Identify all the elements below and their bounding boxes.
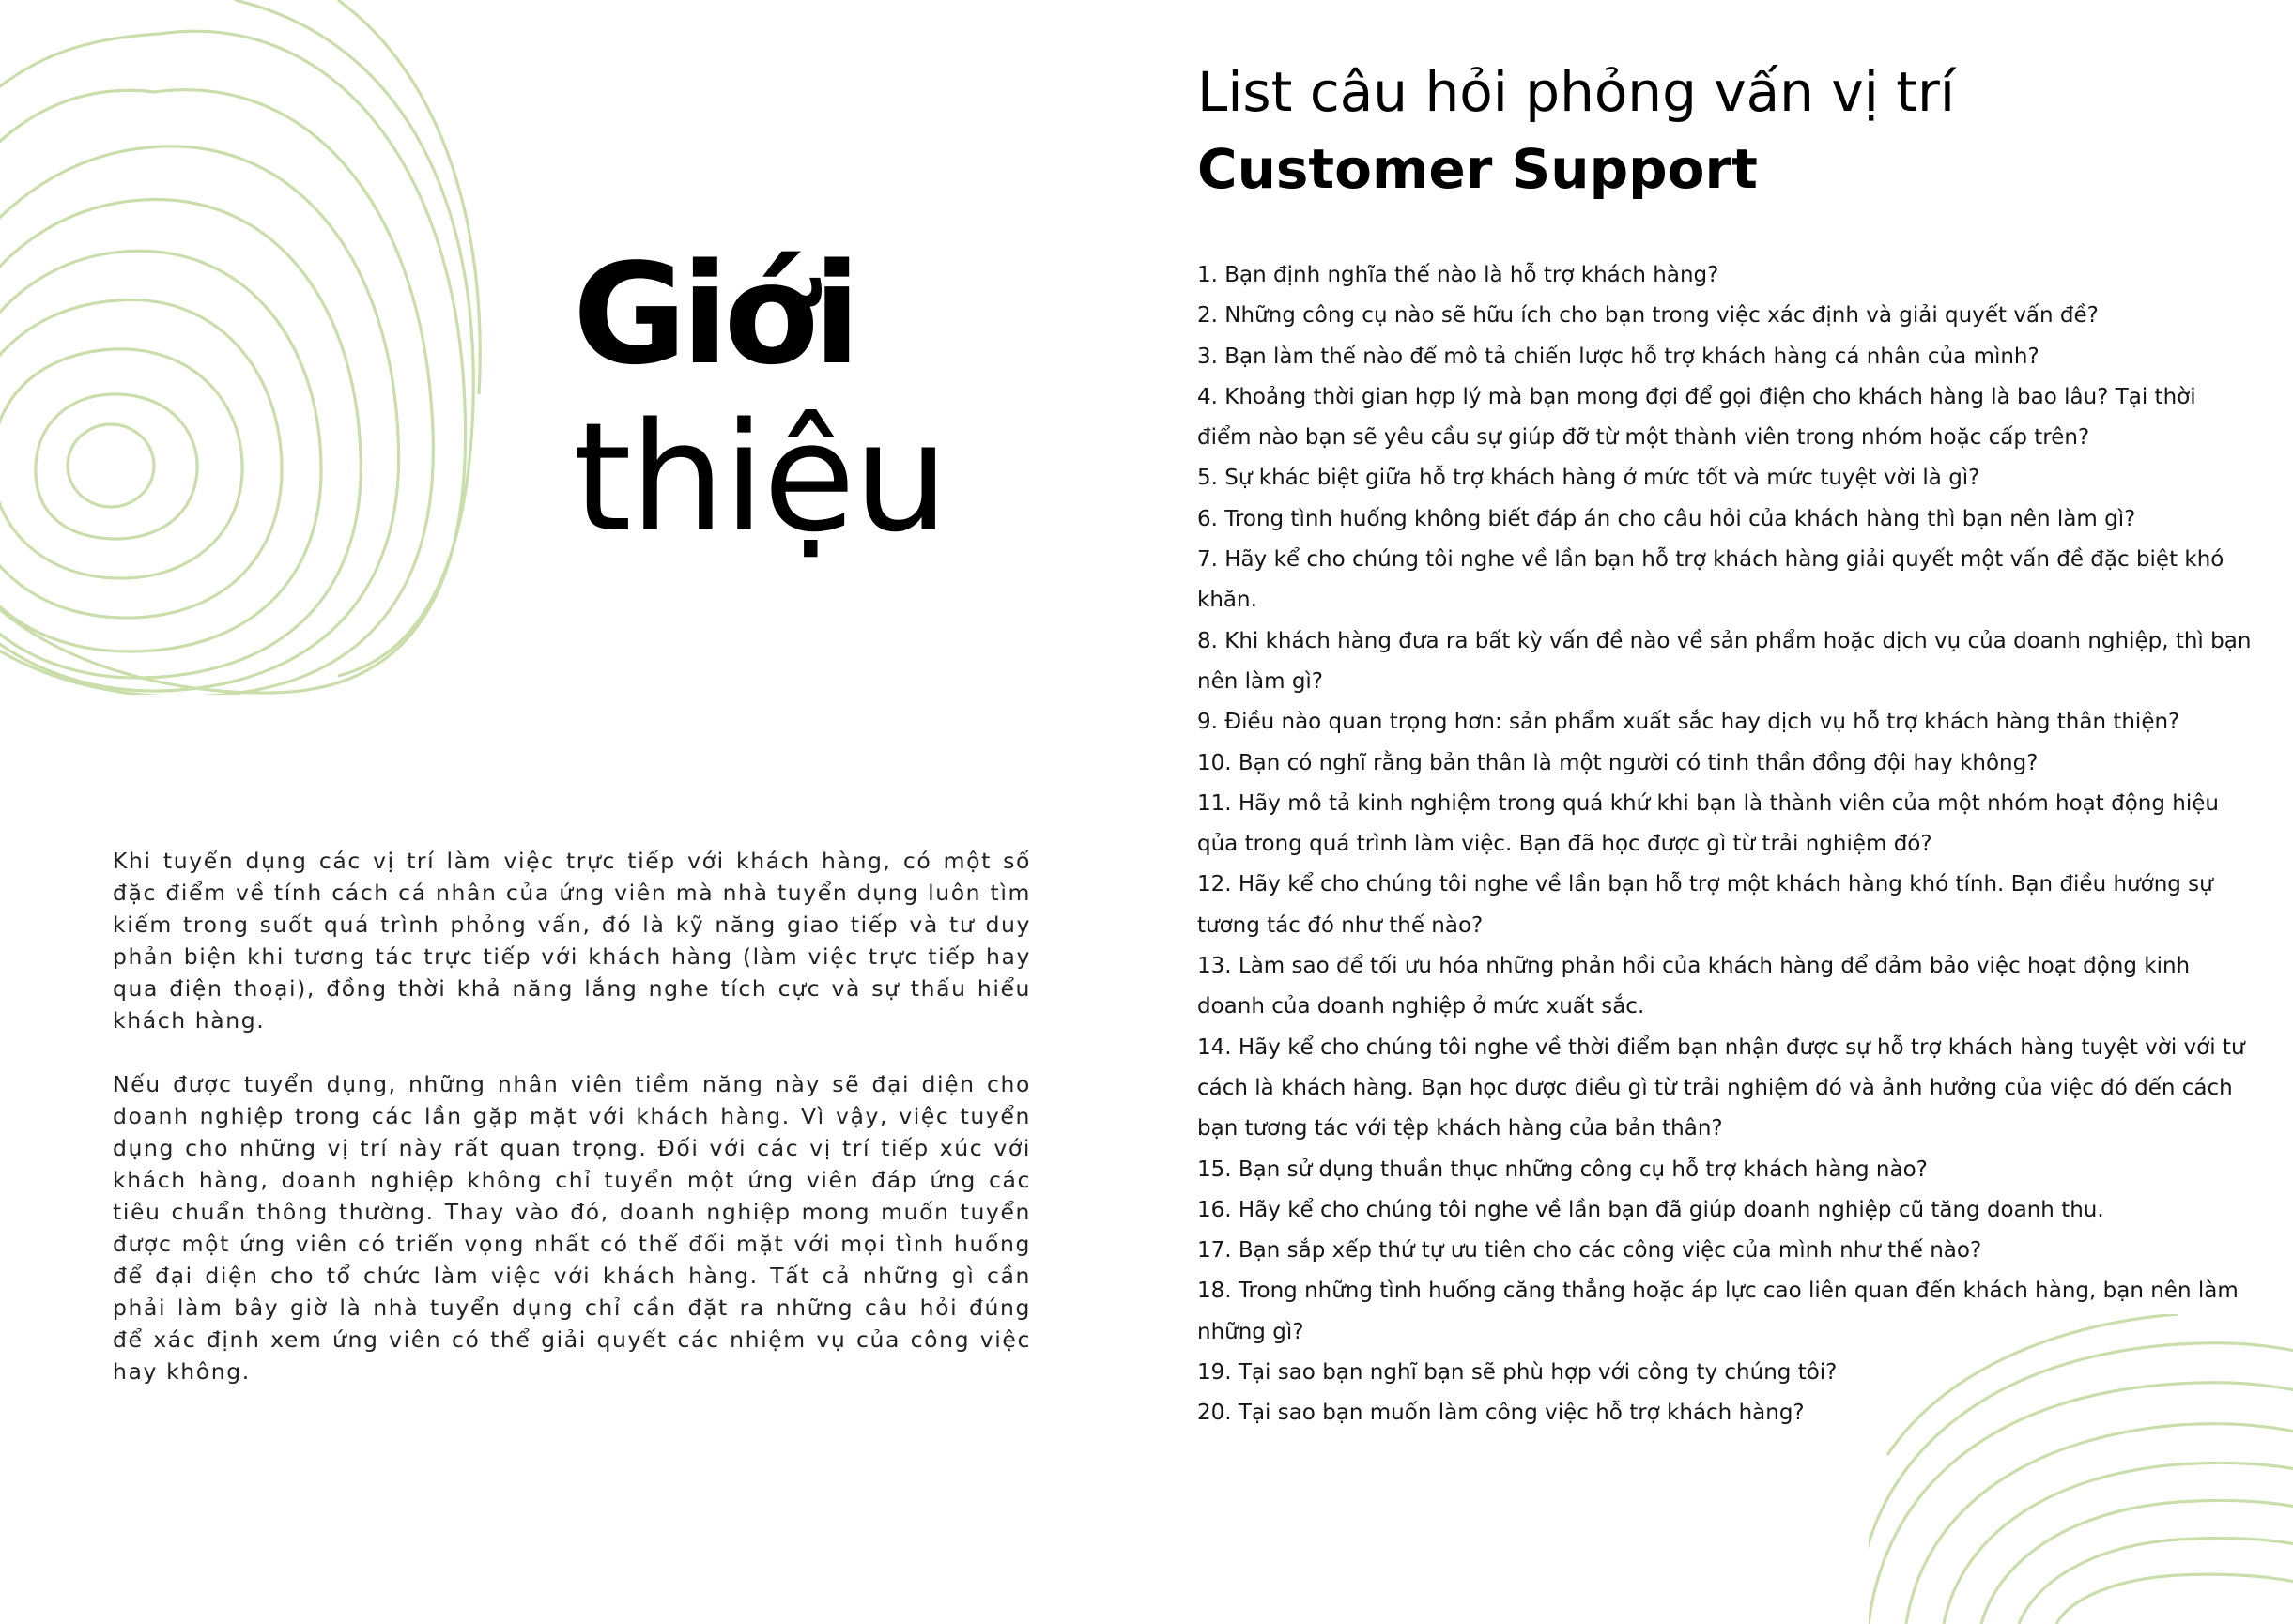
- question-item: 1. Bạn định nghĩa thế nào là hỗ trợ khách hàng?: [1197, 263, 1719, 287]
- question-list-title-line-2: Customer Support: [1197, 137, 1758, 201]
- contour-lines-decoration-top-left: [0, 0, 488, 695]
- intro-heading: [573, 235, 1061, 567]
- question-item: 19. Tại sao bạn nghĩ bạn sẽ phù hợp với công ty chúng tôi?: [1197, 1360, 1838, 1386]
- question-list-title-line-1: List câu hỏi phỏng vấn vị trí: [1197, 60, 1955, 124]
- question-item: 7. Hãy kể cho chúng tôi nghe về lần bạn hỗ trợ khách hàng giải quyết một vấn đề đặc biệt khó khăn.: [1197, 547, 2224, 613]
- question-item: 11. Hãy mô tả kinh nghiệm trong quá khứ khi bạn là thành viên của một nhóm hoạt động hiệu qủa trong quá trình làm việc. Bạn đã học được gì từ trải nghiệm đó?: [1197, 790, 2219, 857]
- intro-heading-bold: Giới: [573, 234, 855, 395]
- question-item: 17. Bạn sắp xếp thứ tự ưu tiên cho các công việc của mình như thế nào?: [1197, 1238, 1982, 1264]
- question-item: 9. Điều nào quan trọng hơn: sản phẩm xuất sắc hay dịch vụ hỗ trợ khách hàng thân thiện?: [1197, 710, 2180, 735]
- question-item: 2. Những công cụ nào sẽ hữu ích cho bạn trong việc xác định và giải quyết vấn đề?: [1197, 303, 2099, 329]
- intro-paragraph-2: Nếu được tuyển dụng, những nhân viên tiềm năng này sẽ đại diện cho doanh nghiệp trong các lần gặp mặt với khách hàng. Vì vậy, việc tuyển dụng cho những vị trí này rất quan trọng. Đối với các vị trí tiếp xúc với khách hàng, doanh nghiệp không chỉ tuyển một ứng viên đáp ứng các tiêu chuẩn thông thường. Thay vào đó, doanh nghiệp mong muốn tuyển được một ứng viên có triển vọng nhất có thể đối mặt với mọi tình huống để đại diện cho tổ chức làm việc với khách hàng. Tất cả những gì cần phải làm bây giờ là nhà tuyển dụng chỉ cần đặt ra những câu hỏi đúng để xác định xem ứng viên có thể giải quyết các nhiệm vụ của công việc hay không.: [113, 1071, 1031, 1385]
- intro-body: [113, 845, 1031, 1419]
- question-item: 5. Sự khác biệt giữa hỗ trợ khách hàng ở mức tốt và mức tuyệt vời là gì?: [1197, 466, 1980, 491]
- question-list-heading: [1197, 54, 2230, 208]
- question-item: 16. Hãy kể cho chúng tôi nghe về lần bạn đã giúp doanh nghiệp cũ tăng doanh thu.: [1197, 1197, 2104, 1222]
- question-item: 6. Trong tình huống không biết đáp án cho câu hỏi của khách hàng thì bạn nên làm gì?: [1197, 506, 2136, 531]
- question-item: 8. Khi khách hàng đưa ra bất kỳ vấn đề nào về sản phẩm hoặc dịch vụ của doanh nghiệp, thì bạn nên làm gì?: [1197, 628, 2252, 694]
- question-item: 10. Bạn có nghĩ rằng bản thân là một người có tinh thần đồng đội hay không?: [1197, 750, 2039, 775]
- question-item: 18. Trong những tình huống căng thẳng hoặc áp lực cao liên quan đến khách hàng, bạn nên làm những gì?: [1197, 1279, 2239, 1344]
- question-item: 15. Bạn sử dụng thuần thục những công cụ hỗ trợ khách hàng nào?: [1197, 1157, 1928, 1182]
- question-item: 4. Khoảng thời gian hợp lý mà bạn mong đợi để gọi điện cho khách hàng là bao lâu? Tại thời điểm nào bạn sẽ yêu cầu sự giúp đỡ từ một thành viên trong nhóm hoặc cấp trên?: [1197, 384, 2196, 451]
- intro-heading-light: thiệu: [573, 390, 947, 565]
- question-item: 20. Tại sao bạn muốn làm công việc hỗ trợ khách hàng?: [1197, 1401, 1805, 1426]
- intro-paragraph-1: Khi tuyển dụng các vị trí làm việc trực tiếp với khách hàng, có một số đặc điểm về tính cách cá nhân của ứng viên mà nhà tuyển dụng luôn tìm kiếm trong suốt quá trình phỏng vấn, đó là kỹ năng giao tiếp và tư duy phản biện khi tương tác trực tiếp với khách hàng (làm việc trực tiếp hay qua điện thoại), đồng thời khả năng lắng nghe tích cực và sự thấu hiểu khách hàng.: [113, 848, 1031, 1034]
- question-item: 12. Hãy kể cho chúng tôi nghe về lần bạn hỗ trợ một khách hàng khó tính. Bạn điều hướng sự tương tác đó như thế nào?: [1197, 872, 2213, 938]
- question-list: [1197, 255, 2254, 1434]
- question-item: 14. Hãy kể cho chúng tôi nghe về thời điểm bạn nhận được sự hỗ trợ khách hàng tuyệt vời với tư cách là khách hàng. Bạn học được điều gì từ trải nghiệm đó và ảnh hưởng của việc đó đến cách bạn tương tác với tệp khách hàng của bản thân?: [1197, 1034, 2245, 1141]
- question-item: 3. Bạn làm thế nào để mô tả chiến lược hỗ trợ khách hàng cá nhân của mình?: [1197, 344, 2039, 369]
- question-item: 13. Làm sao để tối ưu hóa những phản hồi của khách hàng để đảm bảo việc hoạt động kinh doanh của doanh nghiệp ở mức xuất sắc.: [1197, 954, 2191, 1019]
